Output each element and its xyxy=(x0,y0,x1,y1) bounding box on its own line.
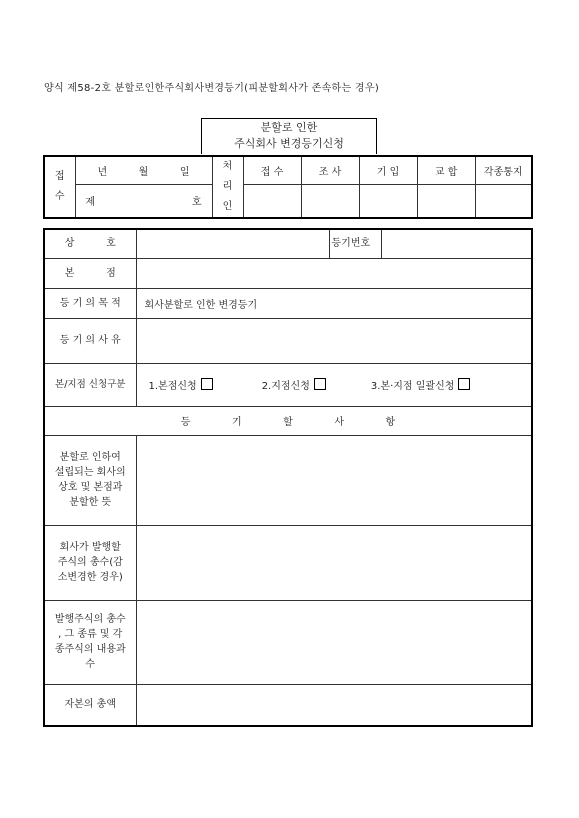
heading-char: 할 xyxy=(283,417,293,428)
branch-checkbox[interactable] xyxy=(314,378,326,390)
heading-char: 등 xyxy=(180,417,191,428)
heading-char: 항 xyxy=(385,417,396,428)
heading-char: 사 xyxy=(334,417,345,428)
registration-number-field[interactable] xyxy=(381,229,532,258)
combined-checkbox[interactable] xyxy=(458,378,470,390)
issued-shares-label: 발행주식의 총수 , 그 종류 및 각 종주식의 내용과 수 xyxy=(44,600,136,684)
total-capital-field[interactable] xyxy=(136,684,532,726)
option-head-office-label: 1.본점신청 xyxy=(148,381,197,392)
form-number: 양식 제58-2호 분할로인한주식회사변경등기(피분할회사가 존속하는 경우) xyxy=(44,83,380,94)
option-branch-label: 2.지점신청 xyxy=(261,381,310,392)
purpose-field[interactable]: 회사분할로 인한 변경등기 xyxy=(136,288,532,318)
heading-char: 기 xyxy=(231,417,242,428)
option-branch[interactable] xyxy=(262,377,368,392)
total-capital-label: 자본의 총액 xyxy=(44,684,136,726)
year-label: 년 xyxy=(97,166,108,178)
head-office-label: 본 점 xyxy=(44,258,136,288)
collation-signature-cell[interactable] xyxy=(417,184,475,218)
application-table xyxy=(43,228,533,727)
number-prefix: 제 xyxy=(85,197,96,209)
notifications-signature-cell[interactable] xyxy=(475,184,532,218)
receipt-signature-cell[interactable] xyxy=(243,184,301,218)
receipt-number[interactable] xyxy=(75,184,212,218)
split-company-label: 분할로 인하여 설립되는 회사의 상호 및 본점과 분할한 뜻 xyxy=(44,435,136,525)
investigation-signature-cell[interactable] xyxy=(301,184,359,218)
split-company-field[interactable] xyxy=(136,435,532,525)
reason-field[interactable] xyxy=(136,318,532,363)
option-combined-label: 3.본·지점 일괄신청 xyxy=(370,381,455,392)
form-title-line2: 주식회사 변경등기신청 xyxy=(234,137,344,150)
receipt-label xyxy=(44,156,75,218)
registration-items-heading xyxy=(44,406,532,435)
receipt-date[interactable] xyxy=(75,156,212,184)
col-collation: 교 합 xyxy=(417,156,475,184)
purpose-label: 등 기 의 목 적 xyxy=(44,288,136,318)
issued-shares-field[interactable] xyxy=(136,600,532,684)
number-suffix: 호 xyxy=(191,197,202,209)
option-head-office[interactable] xyxy=(149,377,259,392)
company-name-label: 상 호 xyxy=(44,229,136,258)
head-office-checkbox[interactable] xyxy=(201,378,213,390)
branch-label: 본/지점 신청구분 xyxy=(44,363,136,406)
reason-label: 등 기 의 사 유 xyxy=(44,318,136,363)
authorized-shares-label: 회사가 발행할 주식의 총수(감 소변경한 경우) xyxy=(44,525,136,600)
receipt-label-text: 접 수 xyxy=(54,171,65,202)
month-label: 월 xyxy=(138,166,149,178)
reception-table xyxy=(43,155,533,219)
head-office-field[interactable] xyxy=(136,258,532,288)
col-entry: 기 입 xyxy=(359,156,417,184)
branch-options xyxy=(136,363,532,406)
entry-signature-cell[interactable] xyxy=(359,184,417,218)
option-combined[interactable] xyxy=(371,377,471,392)
company-name-field[interactable] xyxy=(136,229,329,258)
col-investigation: 조 사 xyxy=(301,156,359,184)
col-notifications: 각종통지 xyxy=(475,156,532,184)
col-receipt: 접 수 xyxy=(243,156,301,184)
registration-number-label: 등기번호 xyxy=(329,229,381,258)
processor-label-text: 처 리 인 xyxy=(222,161,233,212)
day-label: 일 xyxy=(179,166,190,178)
processor-label xyxy=(212,156,243,218)
authorized-shares-field[interactable] xyxy=(136,525,532,600)
form-title xyxy=(201,118,377,154)
form-title-line1: 분할로 인한 xyxy=(260,121,318,134)
